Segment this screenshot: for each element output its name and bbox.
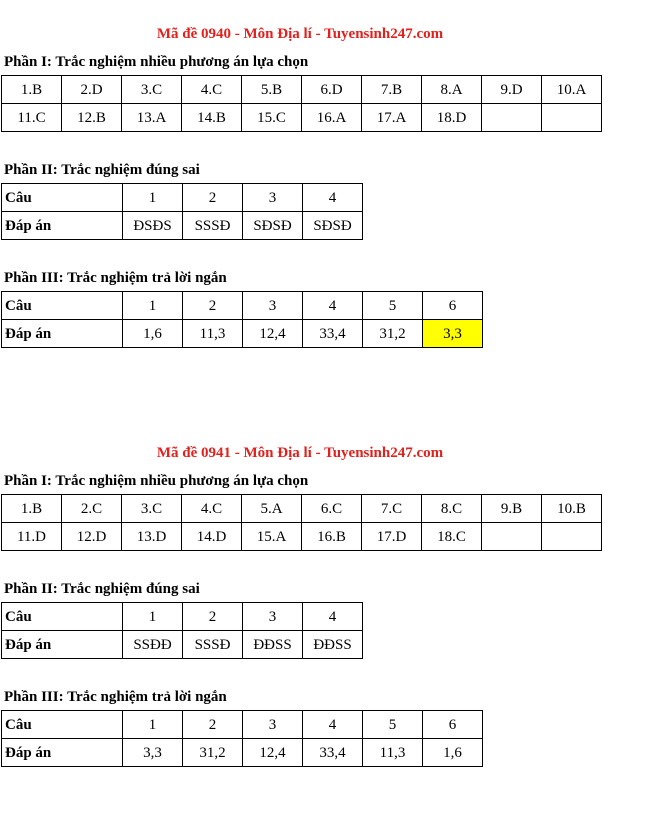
- answer-cell: 12,4: [243, 320, 303, 348]
- table-row: [2, 76, 602, 104]
- question-number: 5: [363, 711, 423, 739]
- question-label: Câu: [2, 603, 123, 631]
- question-number: 2: [183, 711, 243, 739]
- answer-cell: 4.C: [182, 495, 242, 523]
- question-number: 3: [243, 711, 303, 739]
- answer-cell: 16.B: [302, 523, 362, 551]
- table-row: [2, 631, 363, 659]
- question-label: Câu: [2, 184, 123, 212]
- question-number: 4: [303, 184, 363, 212]
- question-number: 2: [183, 603, 243, 631]
- answer-cell: 15.C: [242, 104, 302, 132]
- answer-cell: 7.B: [362, 76, 422, 104]
- answer-cell: 11.D: [2, 523, 62, 551]
- question-number: 2: [183, 184, 243, 212]
- answer-cell: 12,4: [243, 739, 303, 767]
- answer-cell: 14.D: [182, 523, 242, 551]
- answer-cell: 7.C: [362, 495, 422, 523]
- answer-cell: 3,3: [123, 739, 183, 767]
- answer-cell: 11,3: [183, 320, 243, 348]
- question-number: 4: [303, 603, 363, 631]
- answer-cell: 1,6: [123, 320, 183, 348]
- part2-heading: Phần II: Trắc nghiệm đúng sai: [4, 581, 200, 597]
- answer-cell: ĐĐSS: [243, 631, 303, 659]
- table-row: [2, 495, 602, 523]
- question-label: Câu: [2, 711, 123, 739]
- exam-code-title: Mã đề 0941 - Môn Địa lí - Tuyensinh247.com: [156, 445, 444, 461]
- part2-answer-table: [1, 602, 363, 659]
- answer-label: Đáp án: [2, 739, 123, 767]
- table-row: [2, 523, 602, 551]
- answer-cell: 6.C: [302, 495, 362, 523]
- answer-cell: SĐSĐ: [243, 212, 303, 240]
- answer-cell: 33,4: [303, 739, 363, 767]
- question-number: 1: [123, 184, 183, 212]
- answer-cell: 31,2: [183, 739, 243, 767]
- answer-cell: [542, 104, 602, 132]
- answer-cell: 11.C: [2, 104, 62, 132]
- answer-label: Đáp án: [2, 212, 123, 240]
- answer-cell: [482, 104, 542, 132]
- answer-cell: ĐSĐS: [123, 212, 183, 240]
- answer-cell: 18.D: [422, 104, 482, 132]
- answer-cell: 5.A: [242, 495, 302, 523]
- table-row: [2, 739, 483, 767]
- answer-cell: 9.B: [482, 495, 542, 523]
- answer-cell: 15.A: [242, 523, 302, 551]
- answer-cell: SSSĐ: [183, 631, 243, 659]
- answer-cell: 16.A: [302, 104, 362, 132]
- highlighted-answer-cell: 3,3: [423, 320, 483, 348]
- answer-label: Đáp án: [2, 320, 123, 348]
- question-number: 5: [363, 292, 423, 320]
- table-row: [2, 212, 363, 240]
- part3-heading: Phần III: Trắc nghiệm trả lời ngắn: [4, 270, 227, 286]
- question-number: 1: [123, 603, 183, 631]
- answer-cell: [482, 523, 542, 551]
- answer-cell: 10.A: [542, 76, 602, 104]
- question-number: 4: [303, 711, 363, 739]
- question-number: 6: [423, 292, 483, 320]
- answer-cell: 31,2: [363, 320, 423, 348]
- answer-cell: [542, 523, 602, 551]
- table-row: [2, 320, 483, 348]
- question-number: 1: [123, 292, 183, 320]
- question-number: 6: [423, 711, 483, 739]
- answer-cell: 1.B: [2, 76, 62, 104]
- answer-cell: 17.D: [362, 523, 422, 551]
- answer-cell: 10.B: [542, 495, 602, 523]
- part1-heading: Phần I: Trắc nghiệm nhiều phương án lựa chọn: [4, 54, 309, 70]
- answer-cell: 33,4: [303, 320, 363, 348]
- answer-cell: 2.C: [62, 495, 122, 523]
- table-row: [2, 104, 602, 132]
- part2-answer-table: [1, 183, 363, 240]
- answer-cell: 4.C: [182, 76, 242, 104]
- answer-cell: SSĐĐ: [123, 631, 183, 659]
- question-label: Câu: [2, 292, 123, 320]
- answer-cell: 8.A: [422, 76, 482, 104]
- part3-answer-table: [1, 291, 483, 348]
- exam-code-title: Mã đề 0940 - Môn Địa lí - Tuyensinh247.com: [156, 26, 444, 42]
- answer-cell: 12.B: [62, 104, 122, 132]
- question-number: 1: [123, 711, 183, 739]
- part3-answer-table: [1, 710, 483, 767]
- answer-cell: 11,3: [363, 739, 423, 767]
- answer-cell: 13.A: [122, 104, 182, 132]
- table-row: [2, 184, 363, 212]
- answer-cell: 6.D: [302, 76, 362, 104]
- answer-cell: 12.D: [62, 523, 122, 551]
- question-number: 3: [243, 292, 303, 320]
- table-row: [2, 711, 483, 739]
- part1-heading: Phần I: Trắc nghiệm nhiều phương án lựa chọn: [4, 473, 309, 489]
- answer-cell: 3.C: [122, 495, 182, 523]
- question-number: 2: [183, 292, 243, 320]
- answer-cell: 1,6: [423, 739, 483, 767]
- answer-cell: 18.C: [422, 523, 482, 551]
- question-number: 3: [243, 603, 303, 631]
- table-row: [2, 292, 483, 320]
- answer-cell: SĐSĐ: [303, 212, 363, 240]
- question-number: 4: [303, 292, 363, 320]
- answer-cell: 2.D: [62, 76, 122, 104]
- question-number: 3: [243, 184, 303, 212]
- table-row: [2, 603, 363, 631]
- part2-heading: Phần II: Trắc nghiệm đúng sai: [4, 162, 200, 178]
- answer-cell: ĐĐSS: [303, 631, 363, 659]
- answer-cell: 13.D: [122, 523, 182, 551]
- answer-cell: 14.B: [182, 104, 242, 132]
- answer-cell: 5.B: [242, 76, 302, 104]
- answer-cell: 1.B: [2, 495, 62, 523]
- answer-label: Đáp án: [2, 631, 123, 659]
- answer-cell: 9.D: [482, 76, 542, 104]
- part3-heading: Phần III: Trắc nghiệm trả lời ngắn: [4, 689, 227, 705]
- part1-answer-table: [1, 494, 602, 551]
- answer-cell: SSSĐ: [183, 212, 243, 240]
- answer-cell: 3.C: [122, 76, 182, 104]
- answer-cell: 8.C: [422, 495, 482, 523]
- part1-answer-table: [1, 75, 602, 132]
- answer-cell: 17.A: [362, 104, 422, 132]
